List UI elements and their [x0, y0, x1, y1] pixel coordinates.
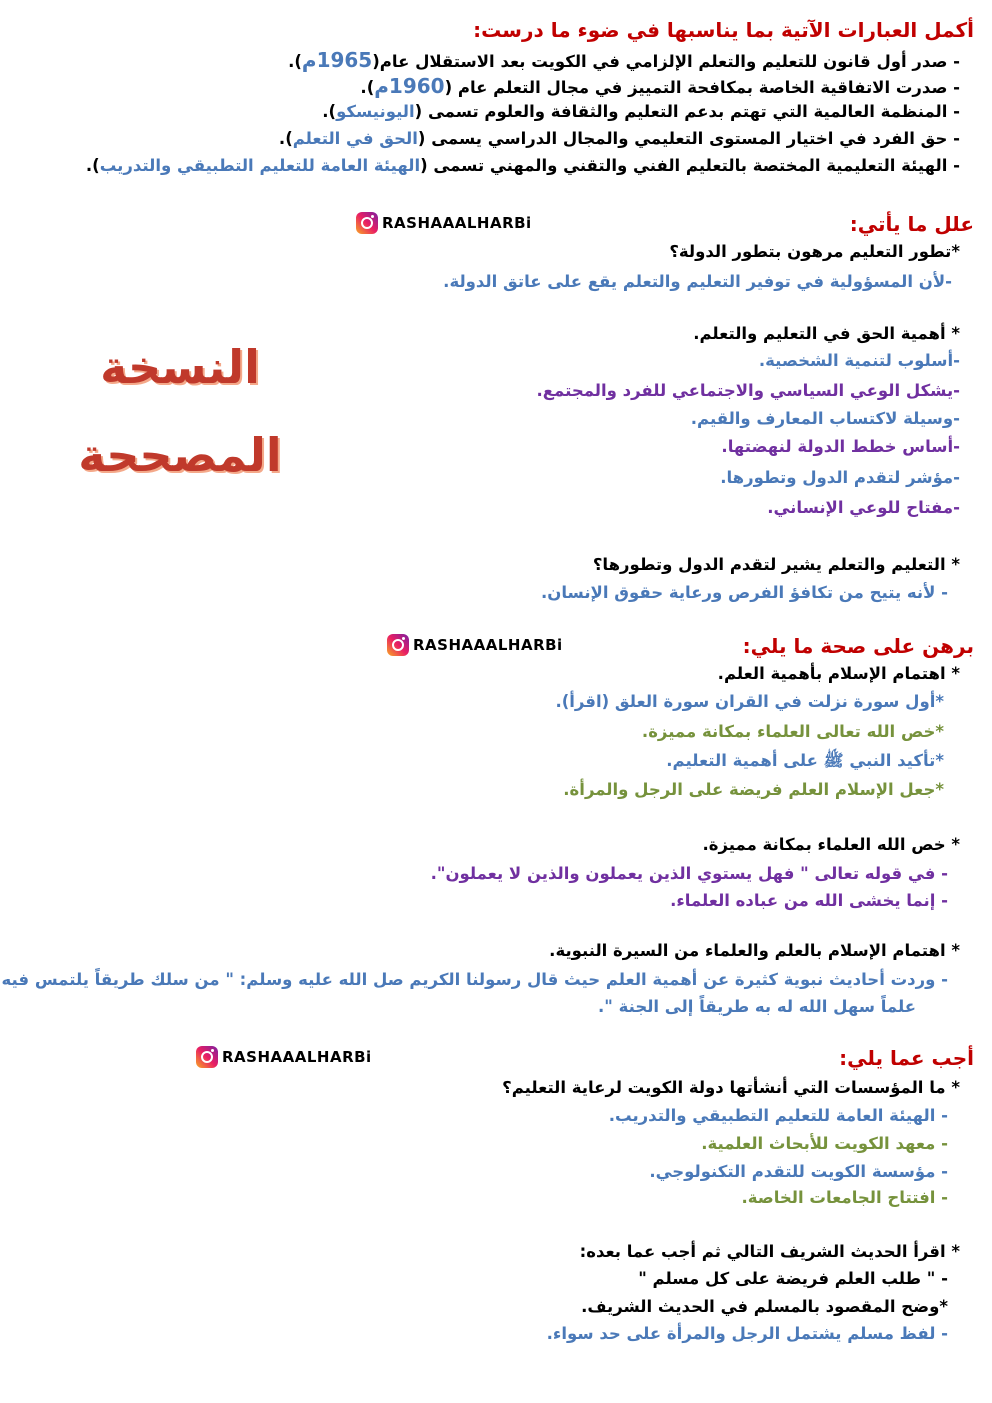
- section3-heading: برهن على صحة ما يلي:: [742, 634, 974, 658]
- question: * أهمية الحق في التعليم والتعلم.: [693, 324, 960, 343]
- fill-item-4: [279, 127, 960, 151]
- answer-item: - الهيئة العامة للتعليم التطبيقي والتدريب.: [608, 1106, 948, 1125]
- answer-item: - معهد الكويت للأبحاث العلمية.: [701, 1134, 948, 1153]
- fill-item-text: - صدر أول قانون للتعليم والتعلم الإلزامي في الكويت بعد الاستقلال عام(: [372, 52, 960, 71]
- fill-item-answer: اليونيسكو: [336, 102, 415, 121]
- answer-item: - إنما يخشى الله من عباده العلماء.: [670, 891, 948, 910]
- watermark-text: RASHAAALHARBi: [382, 214, 532, 232]
- fill-item-answer: 1965م: [301, 48, 373, 72]
- fill-item-text-end: ).: [322, 102, 337, 121]
- instagram-watermark: [387, 634, 563, 656]
- instagram-icon: [356, 212, 378, 234]
- corrected-copy-stamp-line2: المصححة: [78, 428, 282, 482]
- answer-item: - في قوله تعالى " فهل يستوي الذين يعملون والذين لا يعملون".: [430, 864, 948, 883]
- watermark-text: RASHAAALHARBi: [413, 636, 563, 654]
- section4-heading: أجب عما يلي:: [839, 1046, 974, 1070]
- answer-item: -يشكل الوعي السياسي والاجتماعي للفرد والمجتمع.: [536, 381, 960, 400]
- answer-item: - افتتاح الجامعات الخاصة.: [741, 1188, 948, 1207]
- fill-item-answer: 1960م: [374, 74, 445, 98]
- question: *وضح المقصود بالمسلم في الحديث الشريف.: [581, 1297, 948, 1316]
- question: *تطور التعليم مرهون بتطور الدولة؟: [669, 242, 960, 261]
- fill-item-text-end: ).: [85, 156, 100, 175]
- fill-item-text: - حق الفرد في اختيار المستوى التعليمي والمجال الدراسي يسمى (: [417, 129, 960, 148]
- question: * اهتمام الإسلام بأهمية العلم.: [717, 664, 960, 683]
- fill-item-text: - الهيئة التعليمية المختصة بالتعليم الفني والتقني والمهني تسمى (: [420, 156, 960, 175]
- answer: - لفظ مسلم يشتمل الرجل والمرأة على حد سواء.: [546, 1324, 948, 1343]
- fill-item-answer: الهيئة العامة للتعليم التطبيقي والتدريب: [99, 156, 421, 175]
- question: * ما المؤسسات التي أنشأتها دولة الكويت لرعاية التعليم؟: [502, 1078, 960, 1097]
- answer-line: - وردت أحاديث نبوية كثيرة عن أهمية العلم حيث قال رسولنا الكريم صل الله عليه وسلم: " من سلك طريقاً يلتمس فيه: [1, 970, 948, 989]
- instagram-icon: [196, 1046, 218, 1068]
- answer-line: علماً سهل الله له به طريقاً إلى الجنة ".: [597, 997, 916, 1016]
- fill-item-3: [322, 100, 960, 124]
- fill-item-text-end: ).: [360, 78, 375, 97]
- answer-item: *تأكيد النبي ﷺ على أهمية التعليم.: [666, 751, 944, 770]
- fill-item-answer: الحق في التعلم: [292, 129, 418, 148]
- section1-heading: أكمل العبارات الآتية بما يناسبها في ضوء ما درست:: [473, 18, 974, 42]
- question: * التعليم والتعلم يشير لتقدم الدول وتطورها؟: [592, 555, 960, 574]
- answer-item: -مفتاح للوعي الإنساني.: [767, 498, 960, 517]
- instagram-icon: [387, 634, 409, 656]
- answer-item: *خص الله تعالى العلماء بمكانة مميزة.: [641, 722, 944, 741]
- question: * اقرأ الحديث الشريف التالي ثم أجب عما بعده:: [579, 1242, 960, 1261]
- fill-item-text-end: ).: [278, 129, 293, 148]
- fill-item-text: - صدرت الاتفاقية الخاصة بمكافحة التمييز في مجال التعلم عام (: [444, 78, 960, 97]
- question: * اهتمام الإسلام بالعلم والعلماء من السيرة النبوية.: [549, 941, 960, 960]
- answer-item: *أول سورة نزلت في القران سورة العلق (اقرأ).: [555, 692, 944, 711]
- answer: - لأنه يتيح من تكافؤ الفرص ورعاية حقوق الإنسان.: [541, 583, 948, 602]
- fill-item-text-end: ).: [288, 52, 302, 71]
- answer-item: - مؤسسة الكويت للتقدم التكنولوجي.: [649, 1162, 948, 1181]
- instagram-watermark: [356, 212, 532, 234]
- answer: -لأن المسؤولية في توفير التعليم والتعلم يقع على عاتق الدولة.: [443, 272, 952, 291]
- answer-item: -أسلوب لتنمية الشخصية.: [758, 351, 960, 370]
- answer-item: -أساس خطط الدولة لنهضتها.: [721, 437, 960, 456]
- watermark-text: RASHAAALHARBi: [222, 1048, 372, 1066]
- instagram-watermark: [196, 1046, 372, 1068]
- fill-item-2: [360, 74, 960, 100]
- section2-heading: علل ما يأتي:: [849, 212, 974, 236]
- fill-item-5: [86, 154, 960, 178]
- fill-item-text: - المنظمة العالمية التي تهتم بدعم التعليم والثقافة والعلوم تسمى (: [414, 102, 960, 121]
- corrected-copy-stamp-line1: النسخة: [100, 340, 260, 394]
- answer-item: -مؤشر لتقدم الدول وتطورها.: [720, 468, 960, 487]
- answer-item: *جعل الإسلام العلم فريضة على الرجل والمرأة.: [563, 780, 944, 799]
- answer-item: -وسيلة لاكتساب المعارف والقيم.: [690, 409, 960, 428]
- question: * خص الله العلماء بمكانة مميزة.: [702, 835, 960, 854]
- fill-item-1: [288, 48, 960, 74]
- hadith-text: - " طلب العلم فريضة على كل مسلم ": [638, 1269, 948, 1288]
